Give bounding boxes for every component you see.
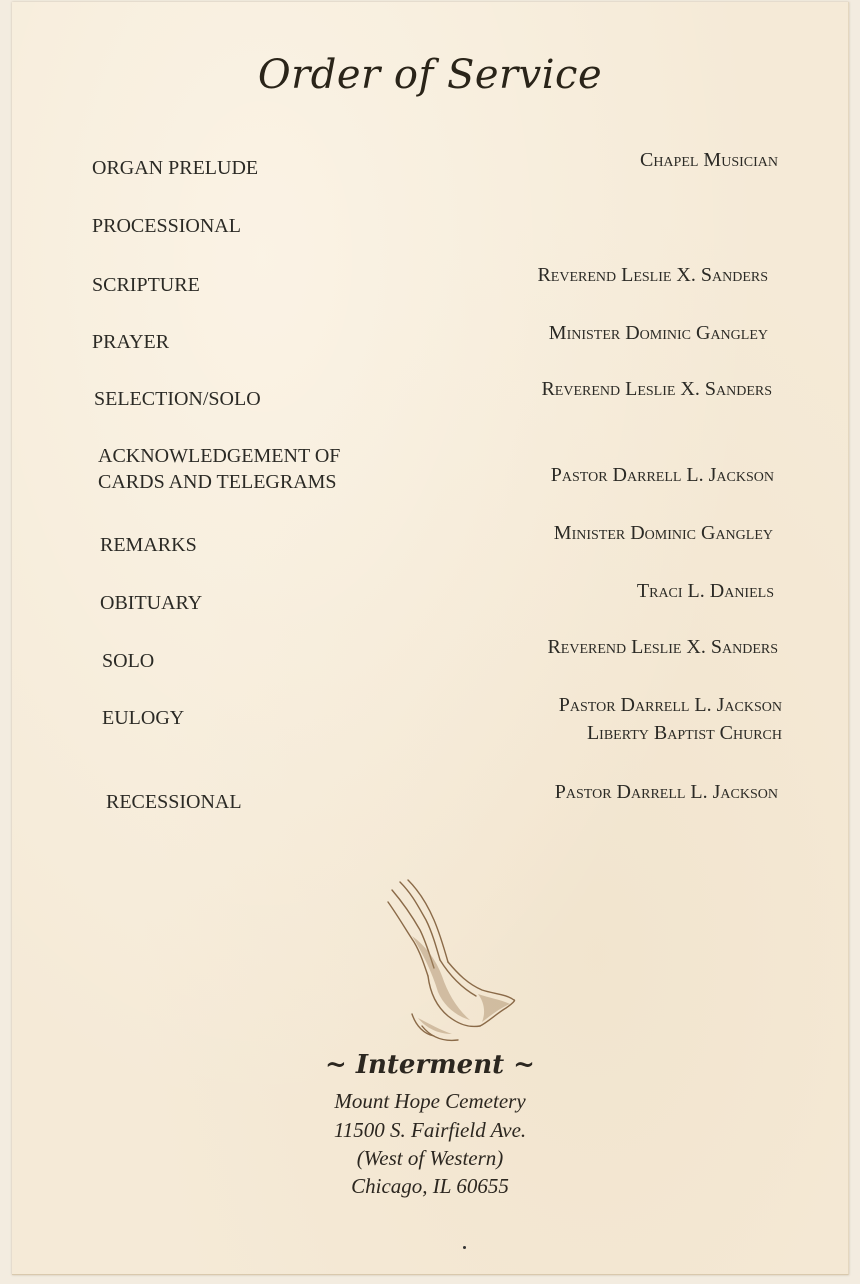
interment-directions: (West of Western) [356,1146,504,1170]
program-participant-selection-solo: Reverend Leslie X. Sanders [541,378,772,400]
program-participant-recessional: Pastor Darrell L. Jackson [554,781,778,803]
praying-hands-icon [382,876,522,1046]
program-participant-solo: Reverend Leslie X. Sanders [547,636,778,658]
program-participant-eulogy: Pastor Darrell L. Jackson [558,694,782,716]
program-participant-remarks: Minister Dominic Gangley [553,522,773,544]
decorative-dot [463,1246,466,1249]
program-item-acknowledgement-line1: ACKNOWLEDGEMENT OF [98,445,341,467]
program-participant-prayer: Minister Dominic Gangley [548,322,768,344]
interment-cemetery: Mount Hope Cemetery [334,1089,526,1113]
program-item-scripture: SCRIPTURE [92,274,200,296]
program-participant-acknowledgement: Pastor Darrell L. Jackson [550,464,774,486]
program-item-obituary: OBITUARY [100,592,203,614]
program-item-prayer: PRAYER [92,331,170,353]
program-participant-obituary: Traci L. Daniels [636,580,774,602]
interment-city: Chicago, IL 60655 [351,1174,509,1198]
program-participant-scripture: Reverend Leslie X. Sanders [537,264,768,286]
program-item-solo: SOLO [102,650,155,672]
program-item-organ-prelude: ORGAN PRELUDE [92,157,259,179]
program-item-selection-solo: SELECTION/SOLO [94,388,261,410]
program-participant-organ-prelude: Chapel Musician [639,149,778,171]
service-program-page [12,2,849,1275]
page-title: Order of Service [257,52,603,98]
interment-address: 11500 S. Fairfield Ave. [333,1118,527,1142]
interment-heading: ~ Interment ~ [325,1050,535,1080]
program-item-recessional: RECESSIONAL [106,791,242,813]
program-item-remarks: REMARKS [100,534,197,556]
program-item-eulogy: EULOGY [102,707,185,729]
program-participant-eulogy-church: Liberty Baptist Church [586,722,782,744]
program-item-processional: PROCESSIONAL [92,215,241,237]
program-item-acknowledgement-line2: CARDS AND TELEGRAMS [98,471,337,493]
